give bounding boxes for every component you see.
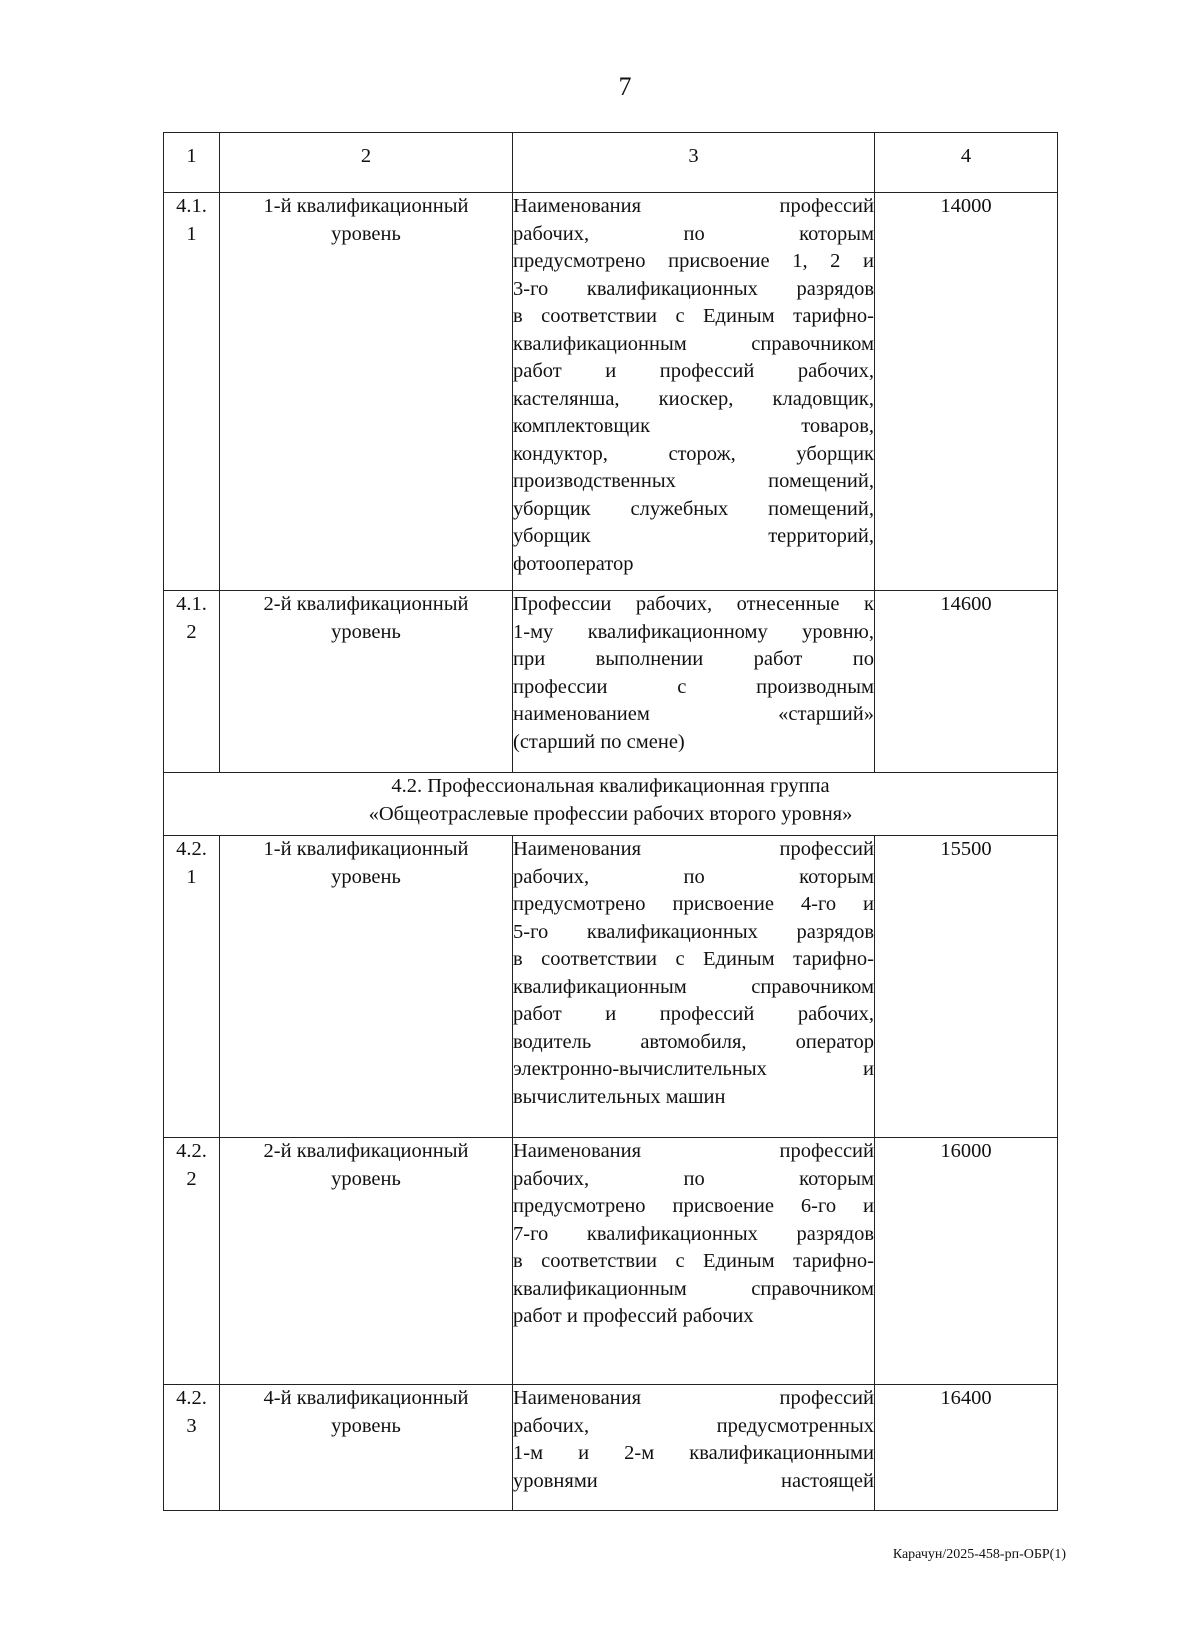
row-description-line: квалификационным справочником: [513, 1277, 874, 1300]
table-row: [164, 1385, 1058, 1511]
row-description-line: фотооператор: [513, 552, 634, 575]
row-amount: 16400: [875, 1385, 1058, 1511]
row-code: [164, 193, 220, 591]
row-description-line: 3-го квалификационных разрядов: [513, 277, 874, 300]
row-code-part: 4.1.: [176, 593, 207, 615]
row-description-line: Наименования профессий: [513, 1140, 874, 1162]
row-description-line: Наименования профессий: [513, 838, 874, 860]
row-code: [164, 836, 220, 1138]
row-description-line: комплектовщик товаров,: [513, 415, 874, 437]
header-col-3: 3: [513, 133, 875, 193]
row-description-line: предусмотрено присвоение 6-го и: [513, 1195, 874, 1217]
row-code: [164, 591, 220, 773]
qualification-table: [163, 132, 1058, 1511]
row-description-line: кастелянша, киоскер, кладовщик,: [513, 387, 874, 410]
row-level-line: 4-й квалификационный: [263, 1387, 469, 1409]
row-description-line: работ и профессий рабочих,: [513, 360, 874, 382]
row-level: [220, 1138, 513, 1385]
row-description-line: работ и профессий рабочих: [513, 1305, 754, 1327]
row-description: [513, 591, 875, 773]
row-amount: 14600: [875, 591, 1058, 773]
row-description-line: квалификационным справочником: [513, 975, 874, 998]
row-description-line: кондуктор, сторож, уборщик: [513, 442, 874, 465]
row-description-line: вычислительных машин: [513, 1085, 726, 1108]
row-description-line: рабочих, по которым: [513, 1167, 874, 1190]
rows-group-4-2: [164, 836, 1058, 1511]
header-col-2: 2: [220, 133, 513, 193]
row-description: [513, 193, 875, 591]
row-description-line: Наименования профессий: [513, 195, 874, 217]
row-description-line: предусмотрено присвоение 1, 2 и: [513, 250, 874, 272]
row-description-line: рабочих, по которым: [513, 222, 874, 245]
row-level-line: 1-й квалификационный: [263, 195, 469, 217]
row-description-line: в соответствии с Единым тарифно-: [513, 305, 874, 327]
row-description-line: электронно-вычислительных и: [513, 1058, 874, 1080]
header-col-4: 4: [875, 133, 1058, 193]
row-description-line: в соответствии с Единым тарифно-: [513, 1250, 874, 1272]
row-description-line: Профессии рабочих, отнесенные к: [513, 593, 874, 615]
page-number: 7: [618, 72, 632, 101]
table-row: [164, 836, 1058, 1138]
row-level-line: уровень: [331, 620, 401, 643]
row-description-line: (старший по смене): [513, 730, 685, 753]
row-level-line: 1-й квалификационный: [263, 838, 469, 860]
row-level: [220, 591, 513, 773]
row-description-line: производственных помещений,: [513, 470, 874, 492]
row-description-line: рабочих, по которым: [513, 865, 874, 888]
group-heading: [164, 773, 1058, 836]
row-level-line: 2-й квалификационный: [263, 1140, 469, 1162]
row-description-line: 1-му квалификационному уровню,: [513, 620, 874, 643]
row-level-line: уровень: [331, 1414, 401, 1437]
row-level-line: 2-й квалификационный: [263, 593, 469, 615]
row-description-line: профессии с производным: [513, 675, 874, 698]
row-code-part: 2: [186, 620, 197, 643]
row-description: [513, 1138, 875, 1385]
row-description-line: предусмотрено присвоение 4-го и: [513, 893, 874, 915]
row-level: [220, 193, 513, 591]
row-description-line: 5-го квалификационных разрядов: [513, 920, 874, 943]
table-row: [164, 1138, 1058, 1385]
table-row: [164, 591, 1058, 773]
row-code-part: 4.2.: [176, 838, 207, 860]
row-description-line: рабочих, предусмотренных: [513, 1414, 874, 1437]
table-header-row: [164, 133, 1058, 193]
rows-group-4-1: [164, 193, 1058, 773]
row-description-line: уборщик территорий,: [513, 525, 874, 547]
row-code: [164, 1385, 220, 1511]
row-amount: 14000: [875, 193, 1058, 591]
row-description-line: водитель автомобиля, оператор: [513, 1030, 874, 1053]
row-amount: 16000: [875, 1138, 1058, 1385]
header-col-1: 1: [164, 133, 220, 193]
row-description-line: уборщик служебных помещений,: [513, 497, 874, 520]
row-level-line: уровень: [331, 222, 401, 245]
row-description: [513, 1385, 875, 1511]
row-description-line: квалификационным справочником: [513, 332, 874, 355]
row-description-line: уровнями настоящей: [513, 1469, 874, 1492]
row-code-part: 3: [186, 1414, 197, 1437]
row-code-part: 1: [186, 222, 197, 245]
group-heading-line-1: 4.2. Профессиональная квалификационная группа: [391, 775, 830, 797]
row-code: [164, 1138, 220, 1385]
row-code-part: 4.2.: [176, 1387, 207, 1409]
row-description-line: Наименования профессий: [513, 1387, 874, 1409]
row-description-line: работ и профессий рабочих,: [513, 1003, 874, 1025]
group-heading-line-2: «Общеотраслевые профессии рабочих второго уровня»: [368, 802, 853, 825]
row-description-line: в соответствии с Единым тарифно-: [513, 948, 874, 970]
row-code-part: 4.1.: [176, 195, 207, 217]
group-heading-row: [164, 773, 1058, 836]
row-description-line: наименованием «старший»: [513, 703, 874, 725]
table-row: [164, 193, 1058, 591]
row-level: [220, 1385, 513, 1511]
row-description: [513, 836, 875, 1138]
document-footer-code: Карачун/2025-458-рп-ОБР(1): [892, 1547, 1066, 1562]
row-code-part: 2: [186, 1167, 197, 1190]
row-description-line: 7-го квалификационных разрядов: [513, 1222, 874, 1245]
row-description-line: при выполнении работ по: [513, 648, 874, 670]
row-code-part: 1: [186, 865, 197, 888]
row-description-line: 1-м и 2-м квалификационными: [513, 1442, 874, 1464]
row-amount: 15500: [875, 836, 1058, 1138]
row-level-line: уровень: [331, 1167, 401, 1190]
row-level: [220, 836, 513, 1138]
row-code-part: 4.2.: [176, 1140, 207, 1162]
row-level-line: уровень: [331, 865, 401, 888]
